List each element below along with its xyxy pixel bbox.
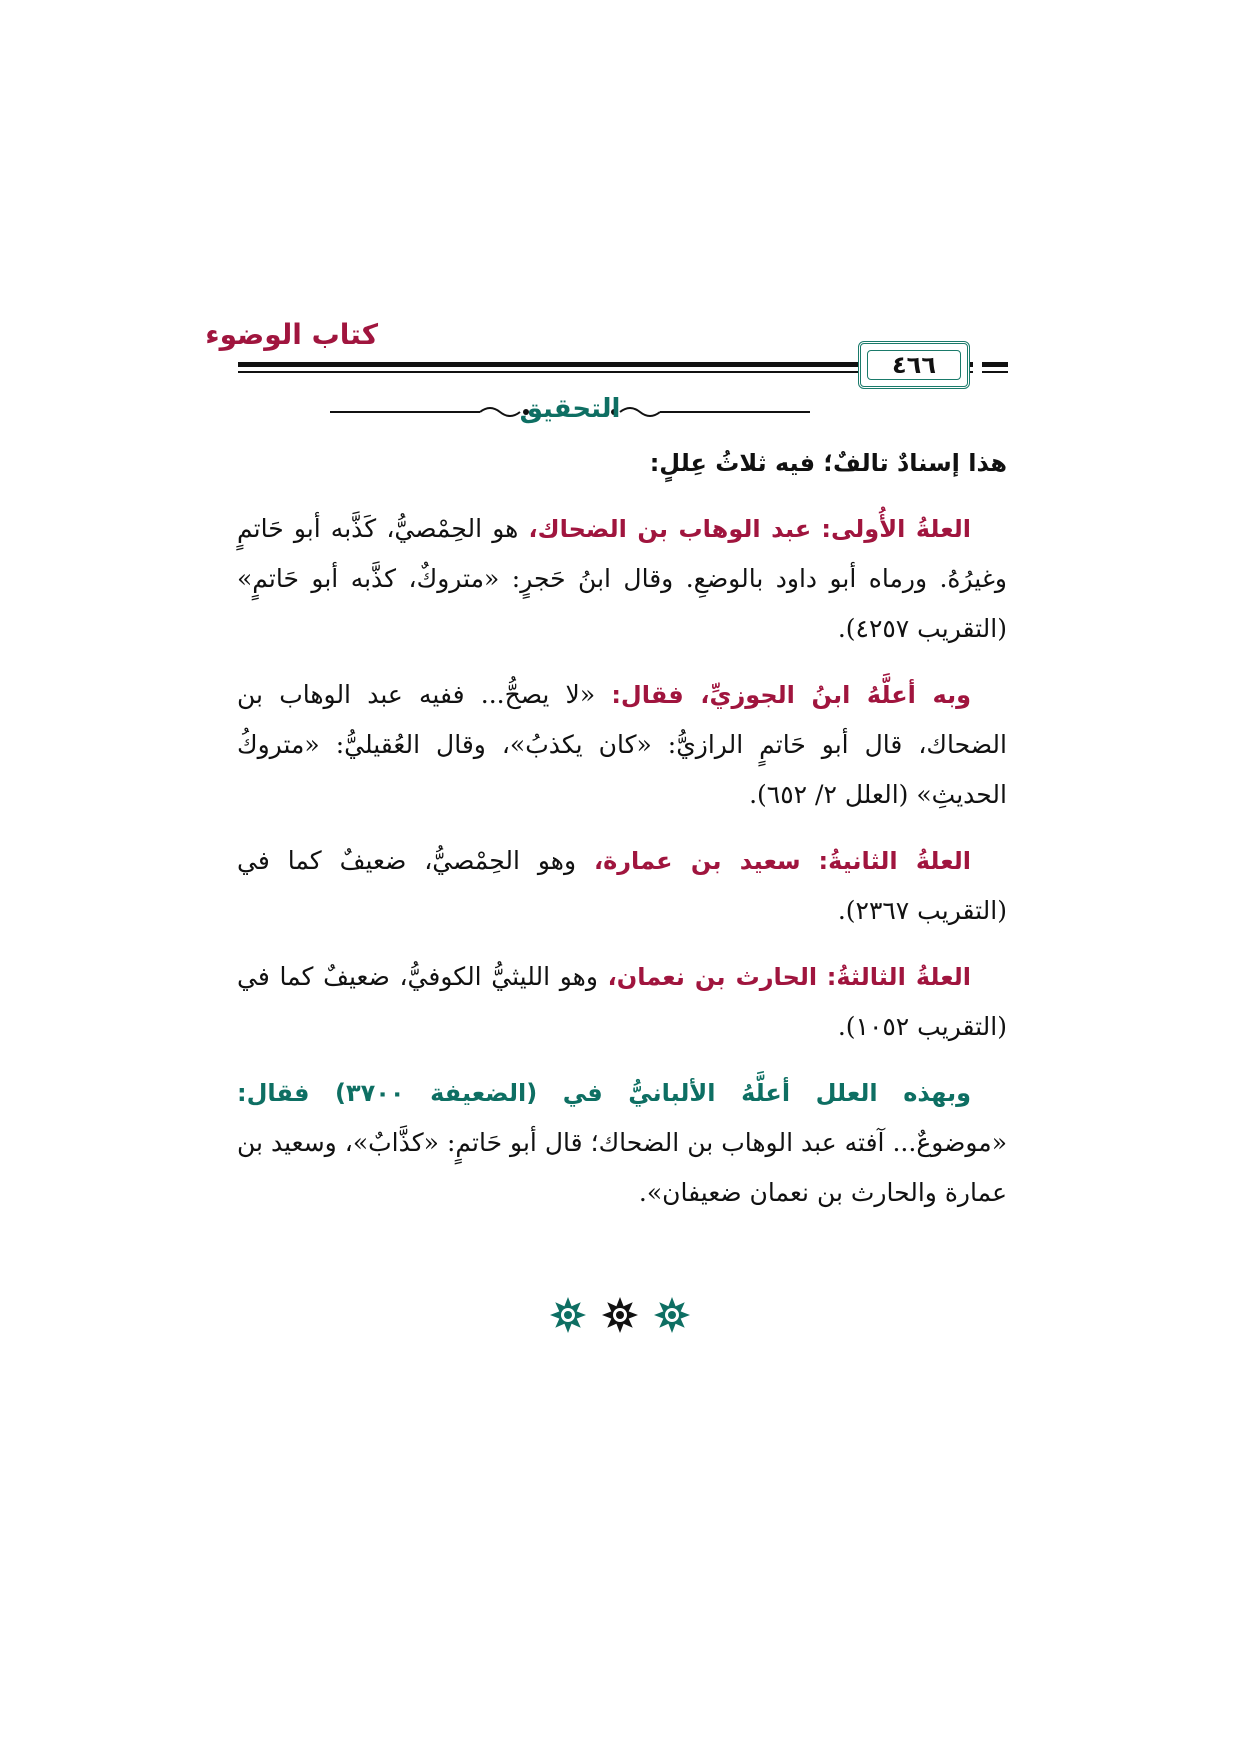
p5-rest: «موضوعٌ... آفته عبد الوهاب بن الضحاك؛ قال أبو حَاتمٍ: «كذَّابٌ»، وسعيد بن عمارة والحارث بن نعمان ضعيفان». [237,1128,1007,1207]
p3-rest: وهو الحِمْصيُّ، ضعيفٌ كما في (التقريب ٢٣٦٧). [237,846,1007,925]
intro-text: هذا إسنادٌ تالفٌ؛ فيه ثلاثُ عِللٍ: [649,449,1007,477]
section-title: التحقيق [519,394,621,424]
header-rule-tail-thin [982,371,1008,373]
p1-name: عبد الوهاب بن الضحاك، [528,515,812,543]
p2-lead: وبه أعلَّهُ ابنُ الجوزيِّ، فقال: [611,681,972,709]
p5-lead: وبهذه العلل أعلَّهُ الألبانيُّ في (الضعيفة ٣٧٠٠) فقال: [237,1079,971,1107]
p4-lead: العلةُ الثالثةُ: [826,963,972,991]
header-rule-tail-thick [982,362,1008,367]
flower-ornament-icon [600,1295,640,1335]
flower-ornament-icon [652,1295,692,1335]
p4-name: الحارث بن نعمان، [607,963,818,991]
paragraph-third-defect [237,952,1007,1052]
flower-ornament-icon [548,1295,588,1335]
paragraph-first-defect [237,504,1007,654]
section-heading [330,392,810,432]
paragraph-albani [237,1068,1007,1218]
page-number: ٤٦٦ [892,351,936,379]
paragraph-second-defect [237,836,1007,936]
intro-paragraph [237,438,1007,488]
p4-rest: وهو الليثيُّ الكوفيُّ، ضعيفٌ كما في (التقريب ١٠٥٢). [237,962,1007,1041]
body-text [237,438,1007,1234]
paragraph-ibn-aljawzi [237,670,1007,820]
p1-lead: العلةُ الأُولى: [821,515,971,543]
p3-name: سعيد بن عمارة، [593,847,801,875]
p1-rest: هو الحِمْصيُّ، كَذَّبه أبو حَاتمٍ وغيرُهُ. ورماه أبو داود بالوضعِ. وقال ابنُ حَجرٍ: «متروكٌ، كذَّبه أبو حَاتمٍ» (التقريب ٤٢٥٧). [237,514,1007,643]
page-number-frame-icon [858,341,970,389]
book-title: كتاب الوضوء [205,318,378,351]
section-end-ornaments [520,1295,720,1335]
p2-rest: «لا يصحُّ... ففيه عبد الوهاب بن الضحاك، قال أبو حَاتمٍ الرازيُّ: «كان يكذبُ»، وقال العُقيليُّ: «متروكُ الحديثِ» (العلل ٢/ ٦٥٢). [237,680,1007,809]
p3-lead: العلةُ الثانيةُ: [818,847,972,875]
